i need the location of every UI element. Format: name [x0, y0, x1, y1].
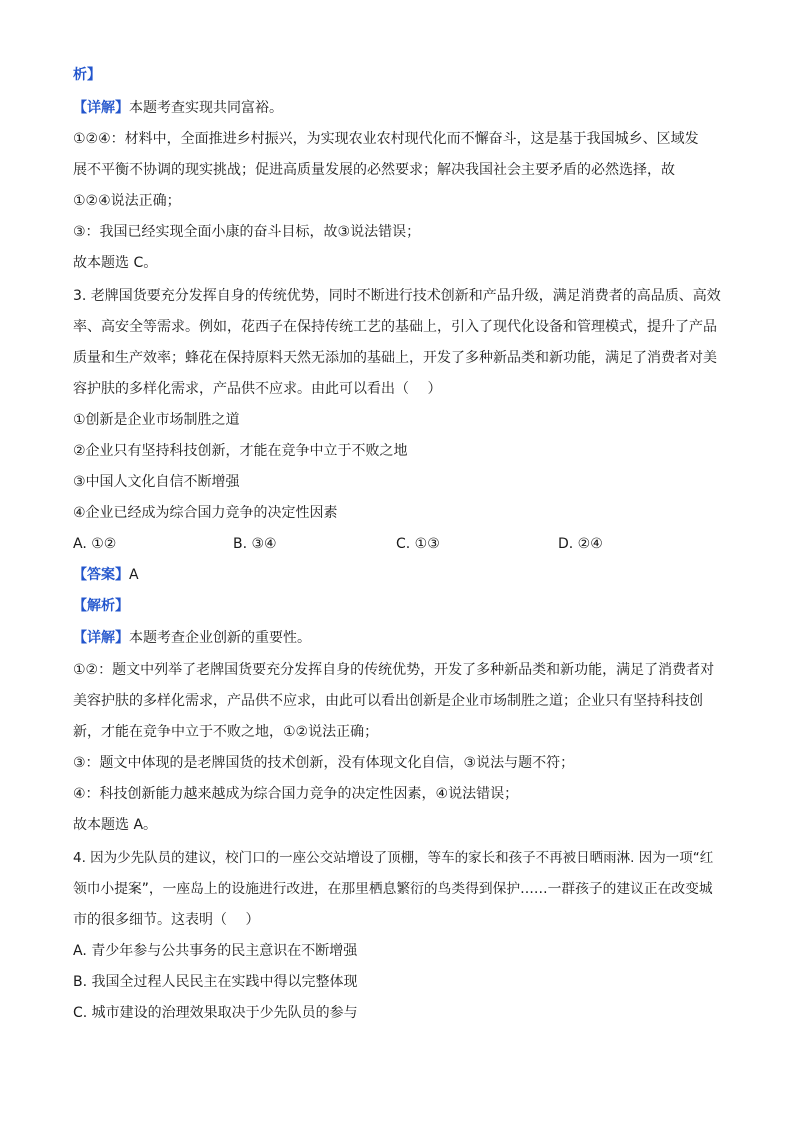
paragraph-line: ①②：题文中列举了老牌国货要充分发挥自身的传统优势，开发了多种新品类和新功能，满足了消费者对 — [73, 662, 715, 678]
detail-text: 本题考查实现共同富裕。 — [129, 100, 283, 116]
question-4-stem: 领巾小提案”，一座岛上的设施进行改进，在那里栖息繁衍的鸟类得到保护……一群孩子的建议正在改变城 — [73, 881, 713, 897]
statement-2: ②企业只有坚持科技创新，才能在竞争中立于不败之地 — [73, 443, 408, 459]
q4-option-c: C. 城市建设的治理效果取决于少先队员的参与 — [73, 1005, 358, 1021]
answer-label: 【答案】 — [73, 567, 129, 583]
detail-text: 本题考查企业创新的重要性。 — [129, 630, 311, 646]
question-4-stem: 4. 因为少先队员的建议，校门口的一座公交站增设了顶棚，等车的家长和孩子不再被日晒雨淋. 因为一项“红 — [73, 850, 714, 866]
question-3-stem: 3. 老牌国货要充分发挥自身的传统优势，同时不断进行技术创新和产品升级，满足消费者的高品质、高效 — [73, 288, 721, 304]
question-3-stem: 率、高安全等需求。例如，花西子在保持传统工艺的基础上，引入了现代化设备和管理模式，提升了产品 — [73, 319, 717, 335]
q4-option-a: A. 青少年参与公共事务的民主意识在不断增强 — [73, 943, 358, 959]
option-a: A. ①② — [73, 536, 117, 552]
statement-4: ④企业已经成为综合国力竞争的决定性因素 — [73, 505, 338, 521]
paragraph-line: ③：我国已经实现全面小康的奋斗目标，故③说法错误； — [73, 224, 421, 240]
conclusion-line: 故本题选 C。 — [73, 255, 158, 271]
q4-option-b: B. 我国全过程人民民主在实践中得以完整体现 — [73, 974, 358, 990]
paragraph-line: ③：题文中体现的是老牌国货的技术创新，没有体现文化自信，③说法与题不符； — [73, 755, 575, 771]
analysis-label: 【解析】 — [73, 598, 129, 614]
paragraph-line: 展不平衡不协调的现实挑战；促进高质量发展的必然要求；解决我国社会主要矛盾的必然选择，故 — [73, 162, 675, 178]
option-b: B. ③④ — [233, 536, 277, 552]
question-3-stem: 质量和生产效率；蜂花在保持原料天然无添加的基础上，开发了多种新品类和新功能，满足了消费者对美 — [73, 350, 717, 366]
option-d: D. ②④ — [558, 536, 603, 552]
question-4-stem: 市的很多细节。这表明（ ） — [73, 912, 260, 928]
statement-3: ③中国人文化自信不断增强 — [73, 474, 240, 490]
answer-value: A — [129, 567, 139, 583]
statement-1: ①创新是企业市场制胜之道 — [73, 412, 240, 428]
analysis-tail-label: 析】 — [73, 67, 101, 83]
conclusion-line: 故本题选 A。 — [73, 817, 158, 833]
paragraph-line: ④：科技创新能力越来越成为综合国力竞争的决定性因素，④说法错误； — [73, 786, 519, 802]
paragraph-line: ①②④说法正确； — [73, 193, 181, 209]
detail-line — [73, 98, 283, 118]
question-3-stem: 容护肤的多样化需求，产品供不应求。由此可以看出（ ） — [73, 381, 442, 397]
paragraph-line: 美容护肤的多样化需求，产品供不应求，由此可以看出创新是企业市场制胜之道；企业只有坚持科技创 — [73, 693, 703, 709]
detail-label: 【详解】 — [73, 100, 129, 116]
paragraph-line: 新，才能在竞争中立于不败之地，①②说法正确； — [73, 724, 379, 740]
detail-line — [73, 628, 311, 648]
option-c: C. ①③ — [396, 536, 440, 552]
paragraph-line: ①②④：材料中，全面推进乡村振兴，为实现农业农村现代化而不懈奋斗，这是基于我国城乡、区域发 — [73, 131, 699, 147]
detail-label: 【详解】 — [73, 630, 129, 646]
answer-line — [73, 565, 139, 585]
